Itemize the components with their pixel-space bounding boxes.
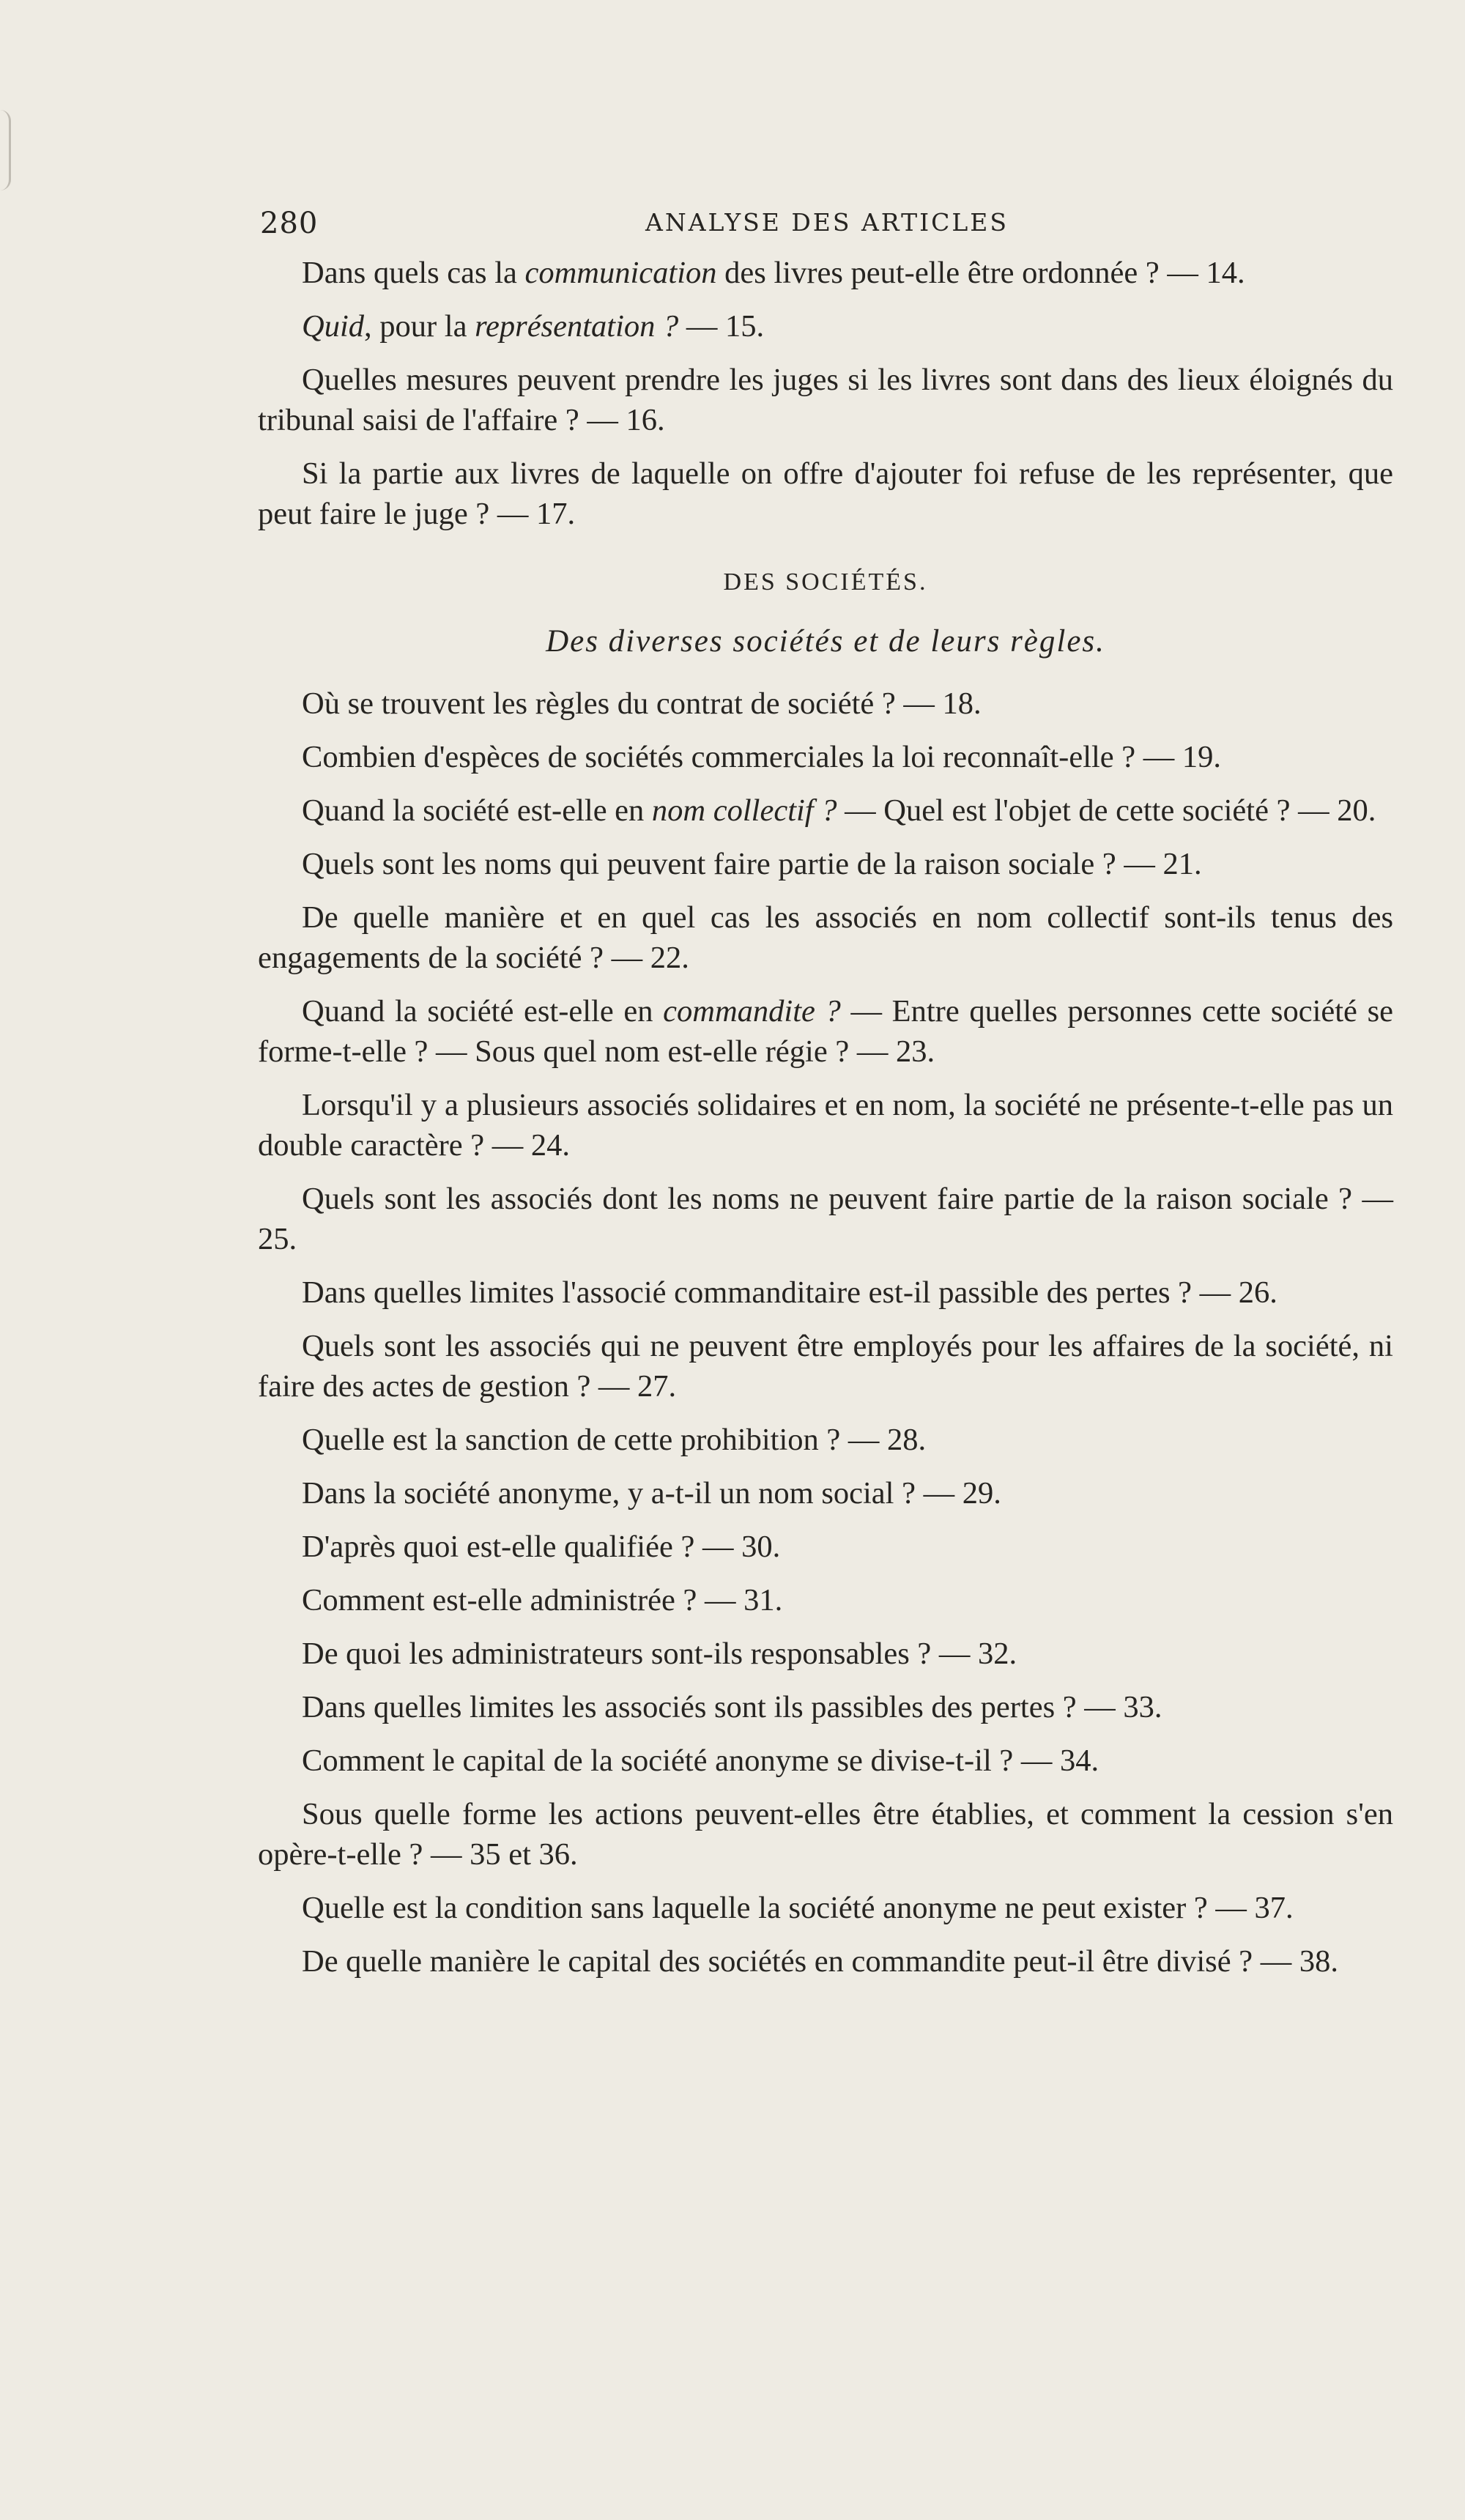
question-paragraph: De quoi les administrateurs sont-ils responsables ? — 32. bbox=[302, 1637, 1017, 1671]
question-paragraph: Quels sont les associés qui ne peuvent être employés pour les affaires de la société, ni faire des actes de gestion ? — 27. bbox=[258, 1329, 1393, 1404]
subsection-title: Des diverses sociétés et de leurs règles. bbox=[546, 624, 1105, 659]
question-paragraph: Quelle est la sanction de cette prohibition ? — 28. bbox=[302, 1423, 927, 1457]
question-paragraph: De quelle manière et en quel cas les associés en nom collectif sont-ils tenus des engagements de la société ? — 22. bbox=[258, 900, 1393, 975]
question-paragraph: Quand la société est-elle en nom collectif ? — Quel est l'objet de cette société ? — 20. bbox=[302, 793, 1376, 828]
question-paragraph: Quelles mesures peuvent prendre les juges si les livres sont dans des lieux éloignés du tribunal saisi de l'affaire ? — 16. bbox=[258, 363, 1393, 437]
question-paragraph: D'après quoi est-elle qualifiée ? — 30. bbox=[302, 1530, 781, 1564]
question-paragraph: Comment le capital de la société anonyme se divise-t-il ? — 34. bbox=[302, 1743, 1099, 1778]
question-paragraph: Quels sont les associés dont les noms ne peuvent faire partie de la raison sociale ? — 25. bbox=[258, 1182, 1393, 1256]
question-paragraph: Lorsqu'il y a plusieurs associés solidaires et en nom, la société ne présente-t-elle pas un double caractère ? — 24. bbox=[258, 1088, 1393, 1163]
question-paragraph: Dans quelles limites les associés sont ils passibles des pertes ? — 33. bbox=[302, 1690, 1162, 1724]
page-edge-shadow bbox=[0, 110, 11, 190]
question-paragraph: Dans la société anonyme, y a-t-il un nom social ? — 29. bbox=[302, 1476, 1001, 1511]
section-title: DES SOCIÉTÉS. bbox=[723, 568, 928, 596]
running-title: ANALYSE DES ARTICLES bbox=[645, 208, 1009, 237]
question-paragraph: De quelle manière le capital des sociétés en commandite peut-il être divisé ? — 38. bbox=[302, 1944, 1338, 1979]
question-paragraph: Quand la société est-elle en commandite ? — Entre quelles personnes cette société se forme-t-elle ? — Sous quel nom est-elle régie ? — 23. bbox=[258, 994, 1393, 1069]
question-paragraph: Où se trouvent les règles du contrat de société ? — 18. bbox=[302, 686, 982, 721]
question-paragraph: Dans quels cas la communication des livres peut-elle être ordonnée ? — 14. bbox=[302, 256, 1245, 290]
page-number: 280 bbox=[260, 207, 319, 240]
question-paragraph: Quels sont les noms qui peuvent faire partie de la raison sociale ? — 21. bbox=[302, 847, 1202, 881]
question-paragraph: Sous quelle forme les actions peuvent-elles être établies, et comment la cession s'en opère-t-elle ? — 35 et 36. bbox=[258, 1797, 1393, 1872]
page-body bbox=[258, 253, 1393, 1995]
question-paragraph: Comment est-elle administrée ? — 31. bbox=[302, 1583, 783, 1617]
question-paragraph: Quelle est la condition sans laquelle la société anonyme ne peut exister ? — 37. bbox=[302, 1891, 1294, 1925]
question-paragraph: Dans quelles limites l'associé commanditaire est-il passible des pertes ? — 26. bbox=[302, 1275, 1277, 1310]
question-paragraph: Quid, pour la représentation ? — 15. bbox=[302, 309, 765, 344]
question-paragraph: Combien d'espèces de sociétés commerciales la loi reconnaît-elle ? — 19. bbox=[302, 740, 1222, 774]
question-paragraph: Si la partie aux livres de laquelle on offre d'ajouter foi refuse de les représenter, que peut faire le juge ? — 17. bbox=[258, 456, 1393, 531]
